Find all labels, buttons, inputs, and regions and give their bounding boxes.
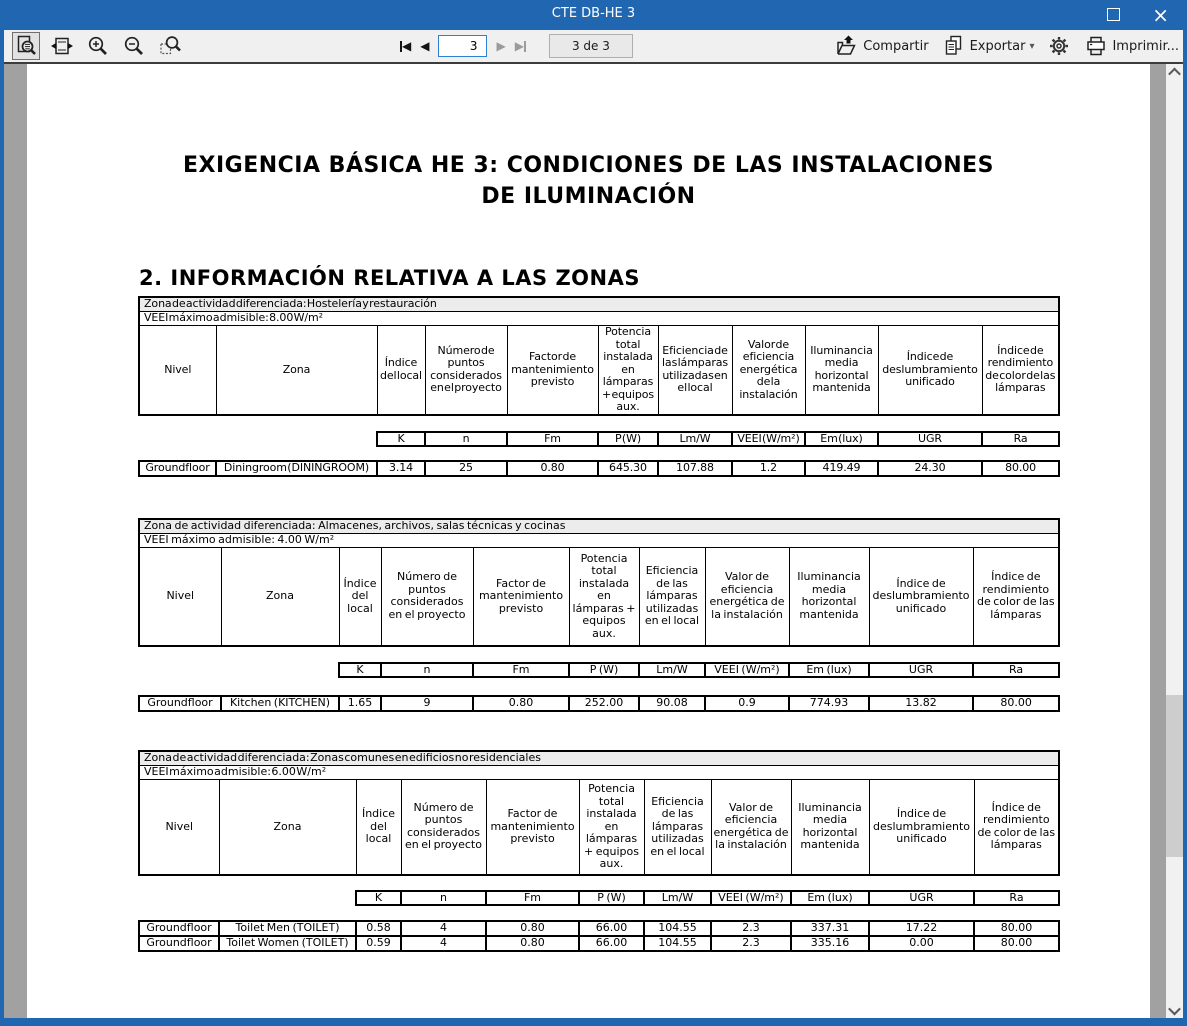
scroll-up-button[interactable]	[1166, 64, 1183, 80]
column-header: Factor de mantenimiento previsto	[473, 548, 569, 646]
units-empty-cell	[139, 663, 339, 678]
toolbar-actions	[827, 34, 1183, 58]
column-header: Potencia total instalada en lámparas + equipos aux.	[579, 780, 644, 875]
table-data-row	[139, 921, 1059, 936]
cell-value: 80.00	[982, 461, 1059, 476]
page-number-input[interactable]	[438, 35, 487, 57]
unit-label: n	[381, 663, 473, 678]
cell-value: 0.80	[486, 921, 579, 936]
zoom-in-button[interactable]	[84, 32, 112, 60]
table-row	[139, 751, 1059, 766]
cell-value: 0.58	[356, 921, 401, 936]
unit-label: VEEI (W/m²)	[705, 663, 789, 678]
table-units-row	[139, 663, 1059, 678]
column-header: Iluminancia media horizontal mantenida	[791, 780, 869, 875]
share-label: Compartir	[863, 38, 929, 54]
unit-label: Fm	[473, 663, 569, 678]
zone-table-3	[138, 750, 1060, 952]
cell-value: 66.00	[579, 936, 644, 951]
fit-width-icon	[50, 34, 74, 58]
table-header-row	[139, 548, 1059, 646]
cell-value: 66.00	[579, 921, 644, 936]
maximize-icon	[1107, 8, 1120, 21]
column-header: Potencia total instalada en lámparas + equipos aux.	[598, 326, 658, 415]
window-controls	[1107, 0, 1169, 30]
table-data-row	[139, 461, 1059, 476]
column-header: Número de puntos considerados en el proyecto	[381, 548, 473, 646]
section-heading: 2. INFORMACIÓN RELATIVA A LAS ZONAS	[139, 266, 640, 290]
column-header: Factor de mantenimiento previsto	[486, 780, 579, 875]
column-header: Número de puntos considerados en el proyecto	[401, 780, 486, 875]
print-button[interactable]	[1084, 34, 1179, 58]
zoom-region-icon	[158, 34, 182, 58]
table-spacer	[139, 415, 1059, 432]
cell-value: 24.30	[878, 461, 982, 476]
zone-table-2	[138, 518, 1060, 712]
page-navigation	[400, 30, 633, 62]
zone-table-1	[138, 296, 1060, 477]
table-spacer	[139, 905, 1059, 921]
cell-value: 0.80	[486, 936, 579, 951]
spacer-cell	[139, 415, 1059, 432]
spacer-cell	[139, 446, 1059, 461]
cell-value: 335.16	[791, 936, 869, 951]
cell-value: 104.55	[644, 921, 711, 936]
export-icon	[942, 34, 966, 58]
column-header: Índice del local	[339, 548, 381, 646]
column-header: Iluminancia media horizontal mantenida	[805, 326, 878, 415]
column-header: Valor de eficiencia energética de la instalación	[711, 780, 791, 875]
column-header: Zona	[216, 326, 377, 415]
cell-value: 90.08	[639, 696, 705, 711]
unit-label: Fm	[507, 432, 598, 447]
cell-value: 80.00	[974, 936, 1059, 951]
spacer-cell	[139, 875, 1059, 891]
unit-label: Ra	[973, 663, 1059, 678]
previous-page-button[interactable]: ◀	[420, 39, 430, 53]
scroll-down-button[interactable]	[1166, 1002, 1183, 1018]
cell-value: 2.3	[711, 921, 791, 936]
cell-value: 0.59	[356, 936, 401, 951]
unit-label: VEEI (W/m²)	[711, 891, 791, 906]
cell-value: 0.80	[473, 696, 569, 711]
column-header: Índice de rendimiento de color de las lámparas	[973, 548, 1059, 646]
column-header: Nivel	[139, 780, 219, 875]
unit-label: VEEI (W/m²)	[732, 432, 805, 447]
table-header-row	[139, 780, 1059, 875]
table-units-row	[139, 891, 1059, 906]
last-page-icon	[524, 41, 526, 52]
units-empty-cell	[139, 432, 377, 447]
cell-value: Groundfloor	[139, 936, 219, 951]
column-header: Índice de deslumbramiento unificado	[869, 548, 973, 646]
fit-width-button[interactable]	[48, 32, 76, 60]
zone-activity-label: Zona de actividad diferenciada: Zonas comunes en edificios no residenciales	[139, 751, 1059, 766]
spacer-cell	[139, 677, 1059, 696]
unit-label: Fm	[486, 891, 579, 906]
cell-value: 337.31	[791, 921, 869, 936]
print-label: Imprimir...	[1112, 38, 1179, 54]
cell-value: 645.30	[598, 461, 658, 476]
zone-activity-label: Zona de actividad diferenciada: Hostelería y restauración	[139, 297, 1059, 312]
zoom-in-icon	[86, 34, 110, 58]
cell-value: Kitchen (KITCHEN)	[221, 696, 339, 711]
unit-label: Lm/W	[658, 432, 732, 447]
document-title	[27, 150, 1150, 212]
cell-value: 3.14	[377, 461, 425, 476]
cell-value: 17.22	[869, 921, 974, 936]
last-page-button[interactable]	[515, 39, 526, 53]
cell-value: Groundfloor	[139, 696, 221, 711]
cell-value: Toilet Men (TOILET)	[219, 921, 356, 936]
zoom-out-icon	[122, 34, 146, 58]
cell-value: 252.00	[569, 696, 639, 711]
first-page-arrow-icon: ◀	[402, 39, 412, 53]
column-header: Eficiencia de las lámparas utilizadas en el local	[658, 326, 732, 415]
next-page-button[interactable]: ▶	[496, 39, 506, 53]
unit-label: Lm/W	[639, 663, 705, 678]
chevron-down-scroll-icon	[1168, 1002, 1181, 1015]
unit-label: P (W)	[598, 432, 658, 447]
table-row	[139, 766, 1059, 780]
cell-value: 1.65	[339, 696, 381, 711]
last-page-arrow-icon: ▶	[514, 39, 524, 53]
gear-icon	[1047, 34, 1071, 58]
spacer-cell	[139, 905, 1059, 921]
veei-max-label: VEEI máximo admisible: 8.00 W/m²	[139, 312, 1059, 326]
column-header: Iluminancia media horizontal mantenida	[789, 548, 869, 646]
close-button[interactable]: ×	[1152, 3, 1169, 27]
cell-value: 13.82	[869, 696, 973, 711]
toolbar	[4, 30, 1183, 62]
zoom-tools	[4, 32, 184, 60]
export-label: Exportar	[969, 38, 1026, 54]
unit-label: n	[401, 891, 486, 906]
table-header-row	[139, 326, 1059, 415]
vertical-scrollbar[interactable]	[1166, 64, 1183, 1018]
column-header: Factor de mantenimiento previsto	[507, 326, 598, 415]
table-spacer	[139, 677, 1059, 696]
cell-value: Toilet Women (TOILET)	[219, 936, 356, 951]
veei-max-label: VEEI máximo admisible: 6.00 W/m²	[139, 766, 1059, 780]
chevron-up-icon	[1168, 67, 1181, 80]
units-empty-cell	[139, 891, 356, 906]
zone-activity-label: Zona de actividad diferenciada: Almacenes, archivos, salas técnicas y cocinas	[139, 519, 1059, 534]
column-header: Valor de eficiencia energética de la instalación	[732, 326, 805, 415]
cell-value: 0.00	[869, 936, 974, 951]
title-bar	[4, 0, 1183, 30]
cell-value: Diningroom (DININGROOM)	[216, 461, 377, 476]
column-header: Índice de deslumbramiento unificado	[878, 326, 982, 415]
unit-label: UGR	[869, 891, 974, 906]
cell-value: 107.88	[658, 461, 732, 476]
unit-label: Em (lux)	[791, 891, 869, 906]
column-header: Índice de rendimiento de color de las lámparas	[974, 780, 1059, 875]
document-title-line1: EXIGENCIA BÁSICA HE 3: CONDICIONES DE LAS INSTALACIONES	[182, 153, 995, 178]
column-header: Número de puntos considerados en el proyecto	[425, 326, 507, 415]
table-data-row	[139, 936, 1059, 951]
cell-value: 4	[401, 921, 486, 936]
column-header: Nivel	[139, 326, 216, 415]
cell-value: 9	[381, 696, 473, 711]
cell-value: 25	[425, 461, 507, 476]
cell-value: Groundfloor	[139, 461, 216, 476]
column-header: Eficiencia de las lámparas utilizadas en el local	[639, 548, 705, 646]
table-spacer	[139, 446, 1059, 461]
unit-label: Ra	[982, 432, 1059, 447]
column-header: Eficiencia de las lámparas utilizadas en el local	[644, 780, 711, 875]
zoom-out-button[interactable]	[120, 32, 148, 60]
unit-label: P (W)	[569, 663, 639, 678]
cell-value: 774.93	[789, 696, 869, 711]
unit-label: Em (lux)	[805, 432, 878, 447]
unit-label: Em (lux)	[789, 663, 869, 678]
table-units-row	[139, 432, 1059, 447]
chevron-down-icon: ▾	[1029, 40, 1035, 52]
cell-value: 0.80	[507, 461, 598, 476]
first-page-button[interactable]	[400, 39, 411, 53]
page-count-indicator: 3 de 3	[549, 34, 633, 58]
document-title-line2: DE ILUMINACIÓN	[481, 184, 696, 209]
cell-value: Groundfloor	[139, 921, 219, 936]
document-page	[27, 64, 1150, 1018]
cell-value: 2.3	[711, 936, 791, 951]
table-row	[139, 297, 1059, 312]
table-row	[139, 312, 1059, 326]
unit-label: Ra	[974, 891, 1059, 906]
unit-label: UGR	[869, 663, 973, 678]
unit-label: K	[356, 891, 401, 906]
table-row	[139, 534, 1059, 548]
cell-value: 80.00	[973, 696, 1059, 711]
column-header: Zona	[219, 780, 356, 875]
veei-max-label: VEEI máximo admisible: 4.00 W/m²	[139, 534, 1059, 548]
table-data-row	[139, 696, 1059, 711]
column-header: Índice del local	[377, 326, 425, 415]
column-header: Valor de eficiencia energética de la instalación	[705, 548, 789, 646]
share-button[interactable]	[835, 34, 928, 58]
zoom-region-button[interactable]	[156, 32, 184, 60]
column-header: Zona	[221, 548, 339, 646]
cell-value: 419.49	[805, 461, 878, 476]
scrollbar-thumb[interactable]	[1166, 695, 1183, 857]
unit-label: UGR	[878, 432, 982, 447]
unit-label: P (W)	[579, 891, 644, 906]
column-header: Potencia total instalada en lámparas + equipos aux.	[569, 548, 639, 646]
table-spacer	[139, 875, 1059, 891]
export-button[interactable]	[942, 34, 1035, 58]
settings-button[interactable]	[1047, 34, 1071, 58]
fit-page-icon	[14, 34, 38, 58]
document-tables	[27, 296, 1150, 952]
window-title: CTE DB-HE 3	[551, 6, 636, 21]
unit-label: n	[425, 432, 507, 447]
column-header: Índice del local	[356, 780, 401, 875]
unit-label: Lm/W	[644, 891, 711, 906]
column-header: Nivel	[139, 548, 221, 646]
cell-value: 1.2	[732, 461, 805, 476]
unit-label: K	[377, 432, 425, 447]
cell-value: 80.00	[974, 921, 1059, 936]
column-header: Índice de rendimiento de color de las lámparas	[982, 326, 1059, 415]
share-icon	[835, 34, 859, 58]
print-icon	[1084, 34, 1108, 58]
spacer-cell	[139, 646, 1059, 663]
cell-value: 4	[401, 936, 486, 951]
unit-label: K	[339, 663, 381, 678]
document-viewport	[4, 64, 1183, 1018]
table-spacer	[139, 646, 1059, 663]
column-header: Índice de deslumbramiento unificado	[869, 780, 974, 875]
cell-value: 104.55	[644, 936, 711, 951]
cell-value: 0.9	[705, 696, 789, 711]
fit-page-button[interactable]	[12, 32, 40, 60]
table-row	[139, 519, 1059, 534]
maximize-button[interactable]	[1107, 6, 1120, 25]
